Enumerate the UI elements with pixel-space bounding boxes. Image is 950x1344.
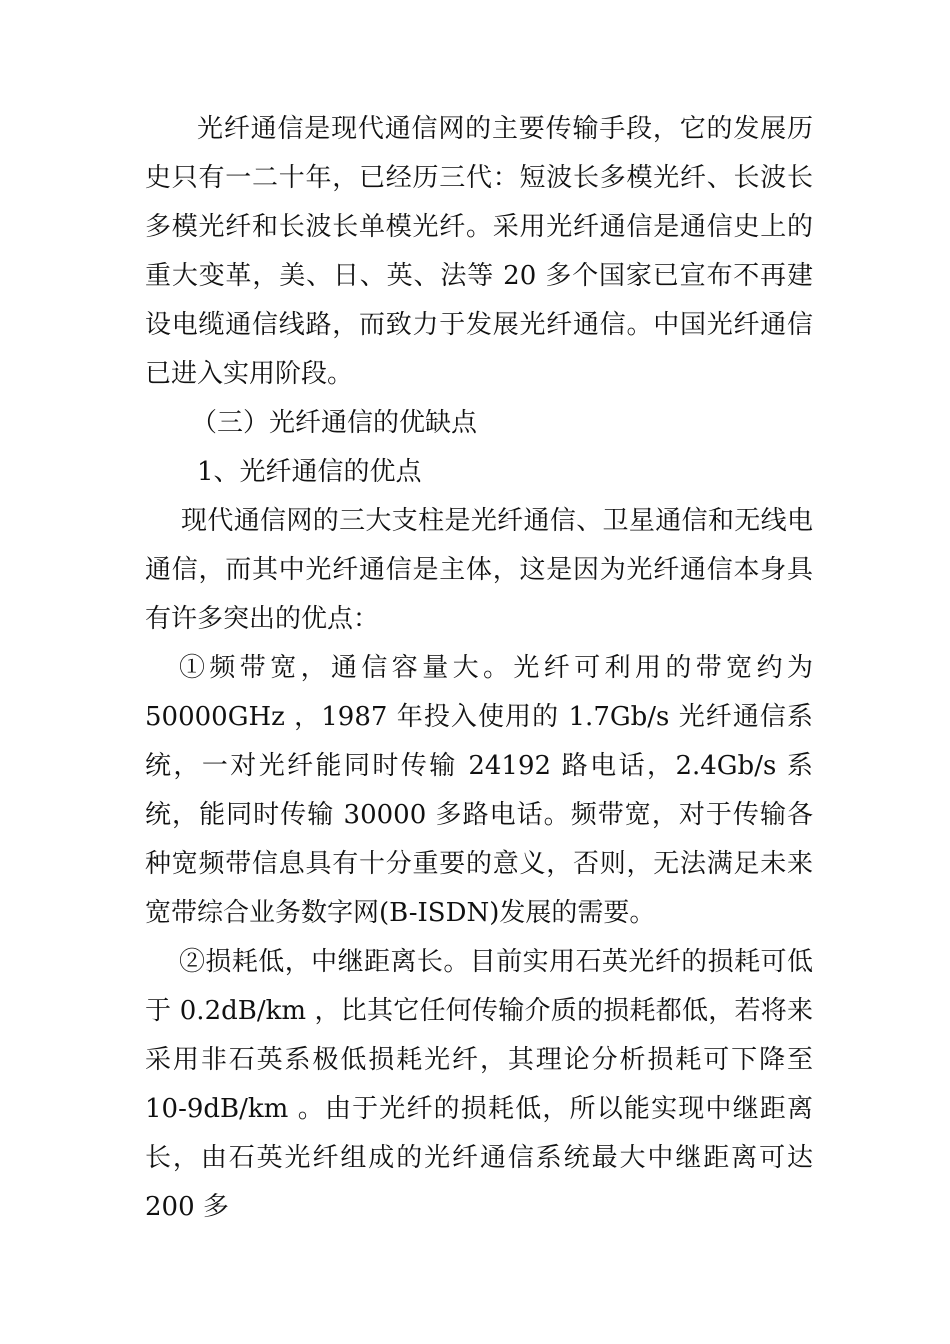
section-heading: （三）光纤通信的优缺点 [191, 408, 478, 438]
paragraph-history: 光纤通信是现代通信网的主要传输手段，它的发展历史只有一二十年，已经历三代：短波长多模光纤、长波长多模光纤和长波长单模光纤。采用光纤通信是通信史上的重大变革，美、日、英、法等 20 多个国家已宣布不再建设电缆通信线路，而致力于发展光纤通信。中国光纤通信已进入实用阶段。 [145, 114, 813, 389]
document-body [145, 105, 813, 1232]
paragraph-loss: ②损耗低，中继距离长。目前实用石英光纤的损耗可低于 0.2dB/km ，比其它任何传输介质的损耗都低，若将来采用非石英系极低损耗光纤，其理论分析损耗可下降至 10-9dB/km 。由于光纤的损耗低，所以能实现中继距离长，由石英光纤组成的光纤通信系统最大中继距离可达 200 多 [145, 947, 813, 1222]
paragraph-bandwidth: ①频带宽，通信容量大。光纤可利用的带宽约为 50000GHz ，1987 年投入使用的 1.7Gb/s 光纤通信系统，一对光纤能同时传输 24192 路电话，2.4Gb/s 系统，能同时传输 30000 多路电话。频带宽，对于传输各种宽频带信息具有十分重要的意义，否则，无法满足未来宽带综合业务数字网(B-ISDN)发展的需要。 [145, 653, 813, 928]
subsection-heading: 1、光纤通信的优点 [197, 457, 422, 487]
paragraph-intro: 现代通信网的三大支柱是光纤通信、卫星通信和无线电通信，而其中光纤通信是主体，这是因为光纤通信本身具有许多突出的优点： [145, 506, 813, 634]
